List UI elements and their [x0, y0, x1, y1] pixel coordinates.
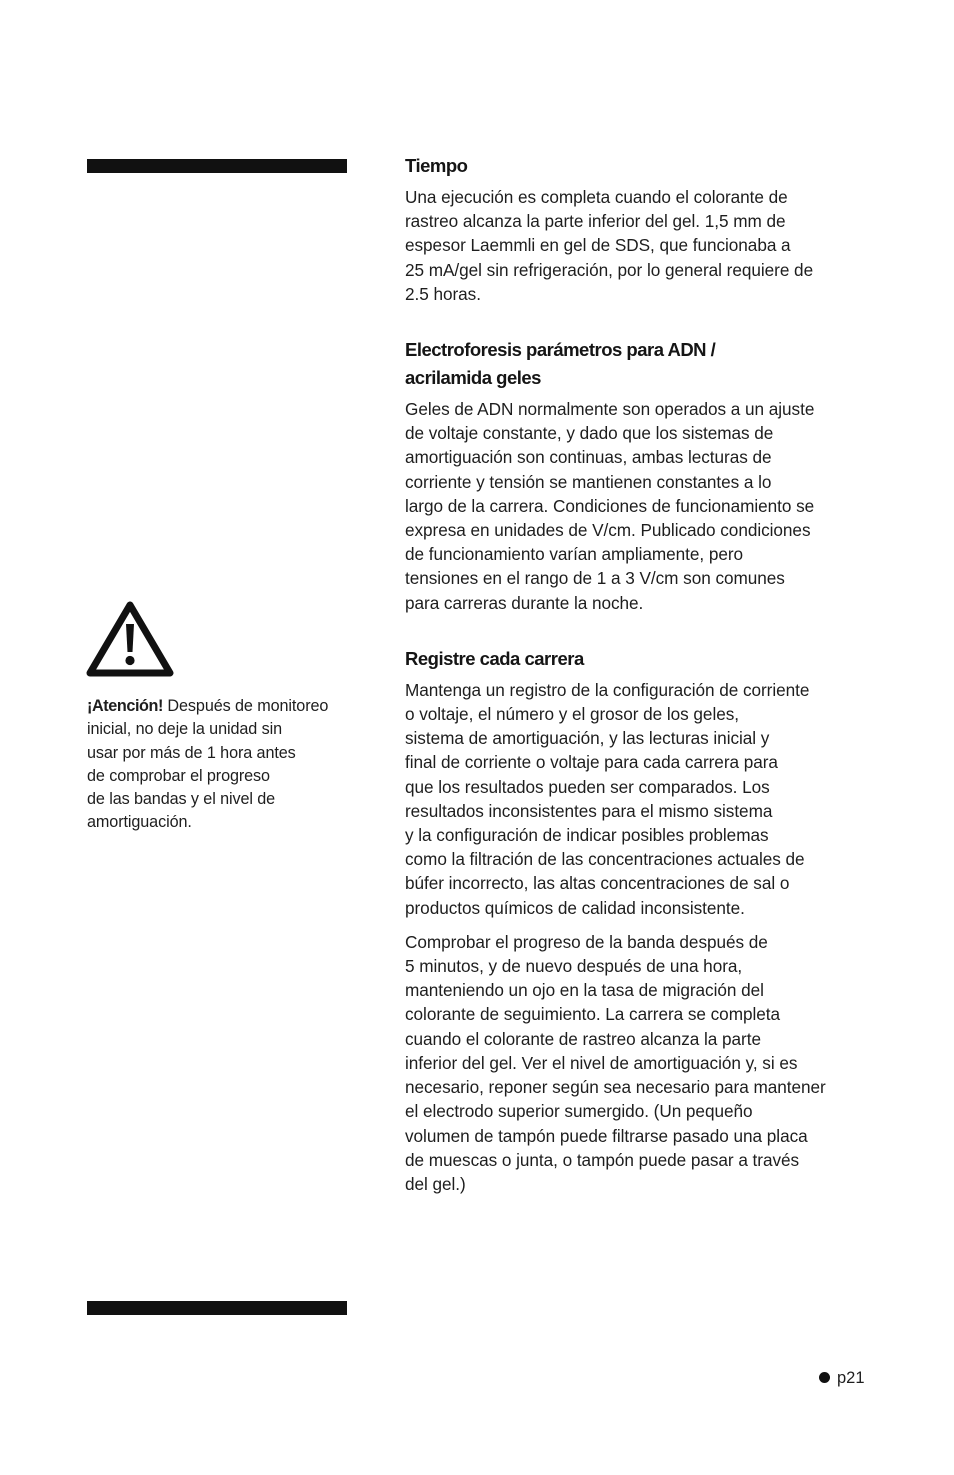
text-line: rastreo alcanza la parte inferior del gel. 1,5 mm de: [405, 211, 786, 232]
text-line: Mantenga un registro de la configuración de corriente: [405, 679, 810, 700]
text-line: productos químicos de calidad inconsistente.: [405, 897, 745, 918]
section-heading-electroforesis: [405, 336, 875, 392]
text-line: como la filtración de las concentraciones actuales de: [405, 849, 805, 870]
text-line: Comprobar el progreso de la banda después de: [405, 931, 768, 952]
warning-note-line: usar por más de 1 hora antes: [87, 743, 296, 762]
text-line: cuando el colorante de rastreo alcanza la parte: [405, 1028, 761, 1049]
heading-line: acrilamida geles: [405, 367, 541, 389]
warning-triangle-icon: [86, 600, 174, 678]
text-line: 5 minutos, y de nuevo después de una hora,: [405, 956, 743, 977]
text-line: de voltaje constante, y dado que los sistemas de: [405, 423, 774, 444]
text-line: colorante de seguimiento. La carrera se completa: [405, 1004, 780, 1025]
section-electroforesis: [405, 336, 875, 615]
paragraph-tiempo: [405, 185, 875, 306]
paragraph-registre-2: [405, 930, 875, 1196]
text-line: o voltaje, el número y el grosor de los geles,: [405, 704, 739, 725]
text-line: manteniendo un ojo en la tasa de migración del: [405, 980, 764, 1001]
main-content: [405, 152, 875, 1196]
text-line: del gel.): [405, 1173, 466, 1194]
text-line: Geles de ADN normalmente son operados a un ajuste: [405, 399, 815, 420]
text-line: necesario, reponer según sea necesario para mantener: [405, 1077, 826, 1098]
page-number-label: p21: [837, 1369, 865, 1387]
text-line: 25 mA/gel sin refrigeración, por lo general requiere de: [405, 259, 814, 280]
text-line: que los resultados pueden ser comparados. Los: [405, 776, 770, 797]
text-line: final de corriente o voltaje para cada carrera para: [405, 752, 778, 773]
text-line: 2.5 horas.: [405, 283, 481, 304]
text-line: el electrodo superior sumergido. (Un pequeño: [405, 1101, 753, 1122]
text-line: corriente y tensión se mantienen constantes a lo: [405, 471, 772, 492]
page-number: [819, 1367, 865, 1389]
text-line: resultados inconsistentes para el mismo sistema: [405, 800, 773, 821]
warning-note-line: inicial, no deje la unidad sin: [87, 720, 282, 739]
text-line: búfer incorrecto, las altas concentraciones de sal o: [405, 873, 790, 894]
bullet-dot-icon: [819, 1372, 830, 1383]
warning-note-line-1: ¡Atención! Después de monitoreo: [87, 697, 329, 715]
top-divider-bar: [87, 159, 347, 173]
text-line: espesor Laemmli en gel de SDS, que funcionaba a: [405, 235, 791, 256]
section-tiempo: [405, 152, 875, 306]
text-line: inferior del gel. Ver el nivel de amortiguación y, si es: [405, 1052, 798, 1073]
section-registre: [405, 645, 875, 1196]
text-line: de muescas o junta, o tampón puede pasar a través: [405, 1149, 800, 1170]
text-line: de funcionamiento varían ampliamente, pero: [405, 544, 744, 565]
text-line: volumen de tampón puede filtrarse pasado una placa: [405, 1125, 808, 1146]
warning-note-line: amortiguación.: [87, 813, 192, 832]
text-line: para carreras durante la noche.: [405, 592, 644, 613]
warning-note-line: de comprobar el progreso: [87, 766, 270, 785]
text-line: expresa en unidades de V/cm. Publicado condiciones: [405, 520, 811, 541]
text-line: tensiones en el rango de 1 a 3 V/cm son comunes: [405, 568, 785, 589]
heading-line: Electroforesis parámetros para ADN /: [405, 339, 716, 361]
section-heading-tiempo: Tiempo: [405, 155, 468, 176]
section-heading-registre: Registre cada carrera: [405, 647, 584, 669]
text-line: sistema de amortiguación, y las lecturas inicial y: [405, 728, 770, 749]
text-line: largo de la carrera. Condiciones de funcionamiento se: [405, 495, 815, 516]
text-line: amortiguación son continuas, ambas lecturas de: [405, 447, 772, 468]
bottom-divider-bar: [87, 1301, 347, 1315]
text-line: y la configuración de indicar posibles problemas: [405, 825, 769, 846]
warning-label: ¡Atención!: [87, 697, 164, 715]
warning-note: [87, 695, 349, 835]
paragraph-registre-1: [405, 678, 875, 920]
warning-note-line: de las bandas y el nivel de: [87, 790, 276, 809]
paragraph-electroforesis: [405, 397, 875, 615]
text-line: Una ejecución es completa cuando el colorante de: [405, 187, 788, 207]
